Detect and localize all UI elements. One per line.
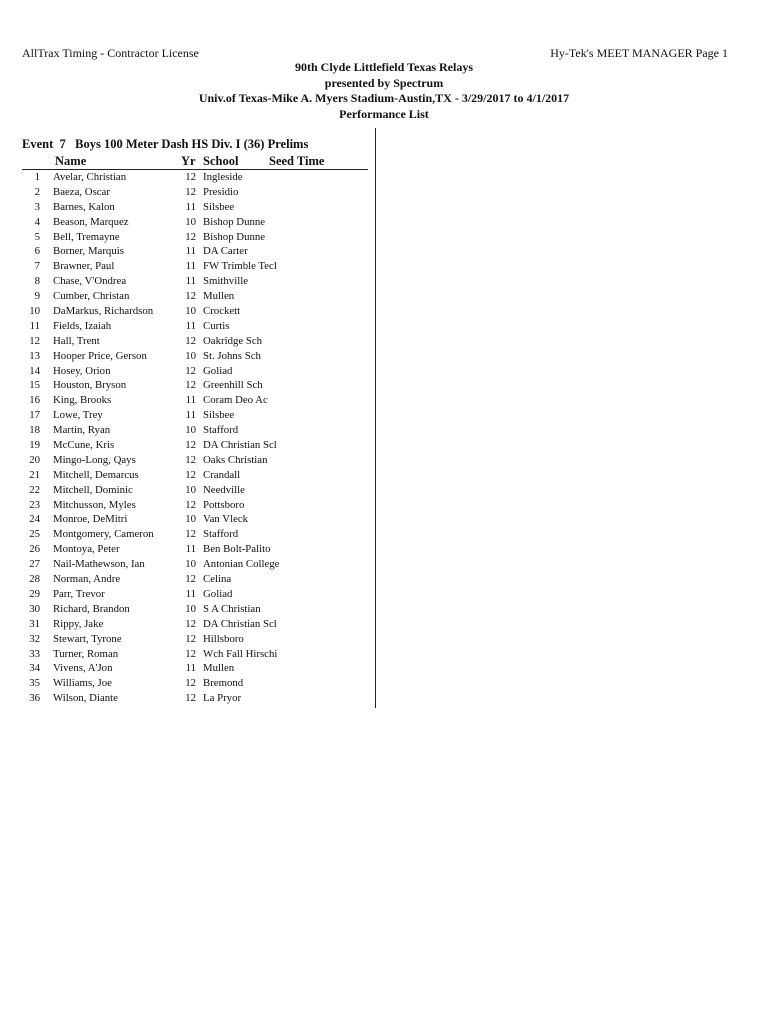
entry-year: 11 — [185, 394, 196, 407]
entry-name: Lowe, Trey — [53, 409, 103, 422]
entry-number: 1 — [34, 171, 40, 183]
entry-name: Beason, Marquez — [53, 215, 129, 228]
entry-year: 10 — [185, 215, 196, 228]
entry-name: Rippy, Jake — [53, 617, 104, 630]
entry-name: Turner, Roman — [53, 647, 119, 660]
entry-school: Curtis — [203, 319, 230, 332]
entry-row — [0, 274, 375, 289]
entry-year: 12 — [185, 617, 196, 630]
entry-name: McCune, Kris — [53, 439, 115, 452]
entry-row — [0, 230, 375, 245]
entry-school: Coram Deo Ac — [203, 394, 268, 407]
col-header-seed-time: Seed Time — [269, 154, 325, 168]
entry-school: Presidio — [203, 185, 239, 198]
entry-row — [0, 259, 375, 274]
entry-number: 30 — [29, 602, 40, 615]
entry-row — [0, 378, 375, 393]
entry-number: 23 — [29, 498, 40, 511]
entry-number: 10 — [29, 305, 40, 318]
meet-title: 90th Clyde Littlefield Texas Relays — [294, 60, 473, 74]
entry-row — [0, 691, 375, 706]
entries-list — [0, 170, 375, 706]
entry-name: Bell, Tremayne — [53, 230, 120, 243]
entry-name: Cumber, Christan — [53, 290, 130, 303]
entry-year: 12 — [185, 171, 196, 183]
entry-name: Hooper Price, Gerson — [53, 349, 147, 362]
entry-year: 11 — [185, 409, 196, 422]
entry-school: S A Christian — [203, 602, 261, 615]
entry-name: Fields, Izaiah — [53, 319, 112, 332]
entry-number: 25 — [29, 528, 40, 541]
entry-school: Smithville — [203, 275, 248, 288]
entry-year: 11 — [185, 319, 196, 332]
entry-school: DA Christian Scl — [203, 617, 277, 630]
entry-row — [0, 468, 375, 483]
entry-year: 12 — [185, 379, 196, 392]
entry-name: Vivens, A'Jon — [53, 662, 113, 675]
entry-number: 3 — [34, 200, 40, 213]
entry-year: 10 — [185, 602, 196, 615]
entry-number: 34 — [29, 662, 40, 675]
entry-name: Mitchell, Dominic — [53, 483, 133, 496]
entry-number: 5 — [34, 230, 40, 243]
entry-name: Borner, Marquis — [53, 245, 124, 258]
entry-name: Hall, Trent — [53, 334, 100, 347]
meet-title-block — [0, 60, 768, 122]
software-page-label: Hy-Tek's MEET MANAGER Page 1 — [550, 46, 728, 60]
entry-year: 11 — [185, 662, 196, 675]
entry-number: 9 — [34, 290, 40, 303]
entry-year: 12 — [185, 185, 196, 198]
entry-number: 18 — [29, 424, 40, 437]
entry-number: 24 — [29, 513, 40, 526]
entry-number: 31 — [29, 617, 40, 630]
entry-school: Pottsboro — [203, 498, 245, 511]
entry-year: 11 — [185, 260, 196, 273]
entry-year: 10 — [185, 305, 196, 318]
entry-number: 11 — [29, 319, 40, 332]
entry-name: Stewart, Tyrone — [53, 632, 122, 645]
entry-year: 12 — [185, 334, 196, 347]
entry-number: 14 — [29, 364, 40, 377]
entry-year: 10 — [185, 513, 196, 526]
entry-number: 2 — [34, 185, 40, 198]
entry-school: Hillsboro — [203, 632, 244, 645]
entry-school: St. Johns Sch — [203, 349, 261, 362]
entry-school: Bishop Dunne — [203, 215, 266, 228]
entry-number: 8 — [34, 275, 40, 288]
event-title: Event 7 Boys 100 Meter Dash HS Div. I (36) Prelims — [22, 137, 309, 151]
entry-row — [0, 408, 375, 423]
entry-number: 6 — [34, 245, 40, 258]
entry-school: Van Vleck — [203, 513, 249, 526]
entry-row — [0, 542, 375, 557]
entry-year: 10 — [185, 349, 196, 362]
entry-year: 11 — [185, 200, 196, 213]
entry-number: 7 — [34, 260, 40, 273]
entry-number: 15 — [29, 379, 40, 392]
entry-school: Crockett — [203, 305, 241, 318]
entry-name: Mitchell, Demarcus — [53, 468, 139, 481]
entry-name: Montgomery, Cameron — [53, 528, 154, 541]
meet-sponsor: presented by Spectrum — [324, 75, 444, 90]
entry-row — [0, 185, 375, 200]
entry-name: Mitchusson, Myles — [53, 498, 136, 511]
entry-name: Avelar, Christian — [53, 171, 127, 183]
entry-number: 16 — [29, 394, 40, 407]
entry-name: Monroe, DeMitri — [53, 513, 128, 526]
entry-name: Martin, Ryan — [53, 424, 111, 437]
entry-number: 19 — [29, 439, 40, 452]
entry-year: 11 — [185, 245, 196, 258]
entry-year: 11 — [185, 543, 196, 556]
entry-name: Baeza, Oscar — [53, 185, 110, 198]
entry-row — [0, 334, 375, 349]
entry-school: Goliad — [203, 587, 233, 600]
entry-year: 10 — [185, 558, 196, 571]
entry-number: 35 — [29, 677, 40, 690]
entry-school: Wch Fall Hirschi — [203, 647, 278, 660]
entry-name: Wilson, Diante — [53, 692, 118, 705]
entry-number: 17 — [29, 409, 40, 422]
entry-row — [0, 632, 375, 647]
entry-school: Bishop Dunne — [203, 230, 266, 243]
entry-row — [0, 438, 375, 453]
entry-school: DA Christian Scl — [203, 439, 277, 452]
entry-row — [0, 617, 375, 632]
entry-year: 12 — [185, 498, 196, 511]
entry-name: Brawner, Paul — [53, 260, 115, 273]
entry-name: Nail-Mathewson, Ian — [53, 558, 145, 571]
entry-row — [0, 244, 375, 259]
entry-row — [0, 498, 375, 513]
entry-school: Oaks Christian — [203, 453, 268, 466]
entry-school: Stafford — [203, 424, 239, 437]
entry-year: 12 — [185, 692, 196, 705]
entry-row — [0, 483, 375, 498]
entry-school: Goliad — [203, 364, 233, 377]
entry-school: Oakridge Sch — [203, 334, 263, 347]
entry-row — [0, 349, 375, 364]
entry-school: Ben Bolt-Palito — [203, 543, 271, 556]
entry-year: 12 — [185, 364, 196, 377]
entry-name: Williams, Joe — [53, 677, 112, 690]
entry-row — [0, 215, 375, 230]
entry-year: 12 — [185, 439, 196, 452]
entry-school: Ingleside — [203, 171, 243, 183]
entry-year: 12 — [185, 453, 196, 466]
entry-school: Antonian College — [203, 558, 280, 571]
entry-row — [0, 453, 375, 468]
license-text: AllTrax Timing - Contractor License — [22, 46, 199, 60]
entry-number: 4 — [34, 215, 40, 228]
entry-school: Crandall — [203, 468, 241, 481]
entry-row — [0, 527, 375, 542]
list-title: Performance List — [339, 106, 429, 121]
entry-row — [0, 572, 375, 587]
entry-row — [0, 512, 375, 527]
entry-year: 10 — [185, 424, 196, 437]
col-header-school: School — [203, 154, 239, 168]
entry-school: Celina — [203, 573, 232, 586]
entry-number: 28 — [29, 573, 40, 586]
entry-row — [0, 200, 375, 215]
entry-year: 12 — [185, 290, 196, 303]
entry-year: 12 — [185, 528, 196, 541]
entry-school: Mullen — [203, 290, 235, 303]
entry-year: 12 — [185, 677, 196, 690]
entry-row — [0, 602, 375, 617]
entry-name: Richard, Brandon — [53, 602, 130, 615]
entry-year: 12 — [185, 230, 196, 243]
entry-school: FW Trimble Tecl — [203, 260, 277, 273]
entry-year: 12 — [185, 647, 196, 660]
entry-name: Hosey, Orion — [53, 364, 111, 377]
entry-school: Mullen — [203, 662, 235, 675]
entry-school: Needville — [203, 483, 245, 496]
entry-school: Greenhill Sch — [203, 379, 263, 392]
col-header-yr: Yr — [181, 154, 196, 168]
entry-name: Chase, V'Ondrea — [53, 275, 127, 288]
entry-number: 26 — [29, 543, 40, 556]
entry-name: Houston, Bryson — [53, 379, 127, 392]
entry-row — [0, 289, 375, 304]
entry-school: Silsbee — [203, 409, 235, 422]
entry-number: 29 — [29, 587, 40, 600]
entry-number: 21 — [29, 468, 40, 481]
meet-venue-dates: Univ.of Texas-Mike A. Myers Stadium-Austin,TX - 3/29/2017 to 4/1/2017 — [198, 91, 570, 105]
entry-number: 12 — [29, 334, 40, 347]
entry-school: Bremond — [203, 677, 244, 690]
entry-name: Montoya, Peter — [53, 543, 120, 556]
entry-name: Parr, Trevor — [53, 587, 105, 600]
entry-row — [0, 170, 375, 185]
entry-name: Mingo-Long, Qays — [53, 453, 136, 466]
entry-name: King, Brooks — [53, 394, 112, 407]
entry-number: 33 — [29, 647, 40, 660]
entry-row — [0, 364, 375, 379]
entry-school: Stafford — [203, 528, 239, 541]
entry-year: 10 — [185, 483, 196, 496]
entry-row — [0, 661, 375, 676]
entry-year: 11 — [185, 587, 196, 600]
entry-name: DaMarkus, Richardson — [53, 305, 154, 318]
entry-number: 13 — [29, 349, 40, 362]
entry-row — [0, 319, 375, 334]
entry-row — [0, 557, 375, 572]
entry-school: Silsbee — [203, 200, 235, 213]
entry-year: 12 — [185, 632, 196, 645]
col-header-name: Name — [55, 154, 87, 168]
entry-school: DA Carter — [203, 245, 248, 258]
entry-year: 11 — [185, 275, 196, 288]
entry-number: 22 — [29, 483, 40, 496]
entry-number: 20 — [29, 453, 40, 466]
entry-number: 32 — [29, 632, 40, 645]
entry-row — [0, 423, 375, 438]
entry-year: 12 — [185, 468, 196, 481]
entry-school: La Pryor — [203, 692, 242, 705]
entry-year: 12 — [185, 573, 196, 586]
entry-number: 36 — [29, 692, 40, 705]
entry-number: 27 — [29, 558, 40, 571]
entry-row — [0, 676, 375, 691]
entry-row — [0, 587, 375, 602]
column-divider — [375, 128, 376, 708]
entry-name: Norman, Andre — [53, 573, 121, 586]
entry-row — [0, 304, 375, 319]
entry-row — [0, 647, 375, 662]
entry-row — [0, 393, 375, 408]
entry-name: Barnes, Kalon — [53, 200, 115, 213]
